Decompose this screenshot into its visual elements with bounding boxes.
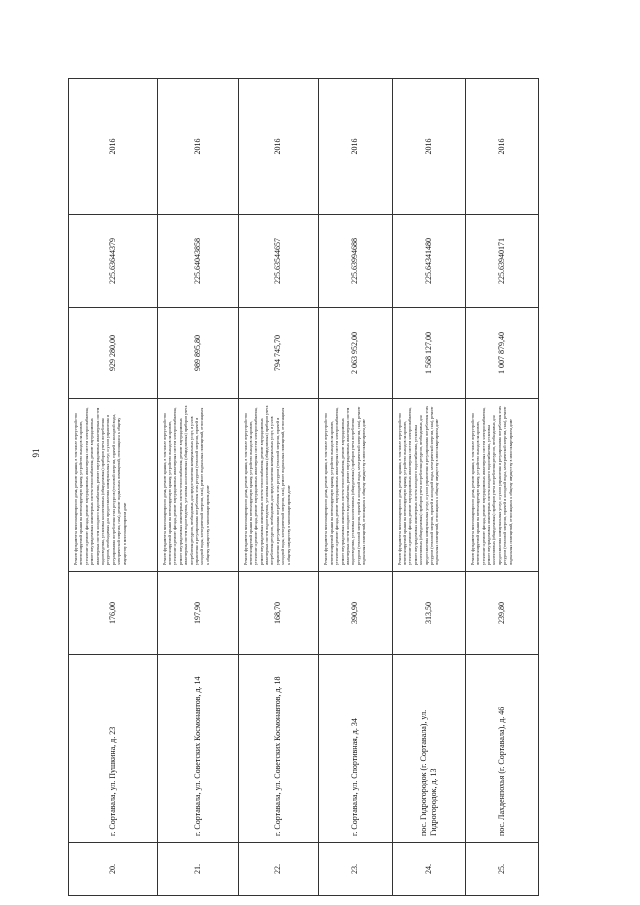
cost-cell: 929 280,00: [69, 308, 158, 399]
id-cell: 225.63940171: [465, 215, 538, 308]
row-number: 23.: [319, 843, 392, 896]
year-cell: 2016: [238, 79, 319, 215]
id-cell: 225.63994688: [319, 215, 392, 308]
cost-cell: 794 745,70: [238, 308, 319, 399]
address-cell: г. Сортавала, ул. Спортивная, д. 34: [319, 655, 392, 843]
table-row: [238, 79, 319, 896]
works-cell: Ремонт фундамента многоквартирного дома, ремонт крыши, в том числе переустройство невентилируемой крыши на вентилируемую крышу, устройство выходов на кровлю, утепление и ремонт фасада, ремонт внутридомовых инженерных систем электроснабжения, ремонт внутридомовых инженерных систем холодного водоснабжения, установка коллективных (общедомовых) приборов учета потребления ресурсов, необходимых для предоставления коммунальных услуг, и узлов управления и регулирования потребления этих ресурсов (тепловой энергии, горячей и холодной воды, электрической энергии, газа), ремонт подвальных помещений, относящихся к общему имуществу в многоквартирном доме: [392, 399, 465, 572]
works-cell: Ремонт фундамента многоквартирного дома, ремонт крыши, в том числе переустройство невентилируемой крыши на вентилируемую крышу, устройство выходов на кровлю, утепление и ремонт фасада, ремонт внутридомовых инженерных систем электроснабжения, ремонт внутридомовых инженерных систем теплоснабжения, ремонт внутридомовых инженерных систем водоотведения, установка коллективных (общедомовых) приборов учета потребления ресурсов, необходимых для предоставления коммунальных услуг, и узлов управления и регулирования потребления этих ресурсов (тепловой энергии, горячей и холодной воды, электрической энергии, газа), ремонт подвальных помещений, относящихся к общему имуществу в многоквартирном доме: [157, 399, 238, 572]
document-table-area: [68, 78, 539, 896]
area-cell: 239,80: [465, 572, 538, 655]
table-row: [392, 79, 465, 896]
cost-cell: 1 568 127,00: [392, 308, 465, 399]
id-cell: 225.63644379: [69, 215, 158, 308]
row-number: 22.: [238, 843, 319, 896]
row-number: 21.: [157, 843, 238, 896]
table-row: [157, 79, 238, 896]
works-cell: Ремонт фундамента многоквартирного дома, ремонт крыши, в том числе переустройство невентилируемой крыши на вентилируемую крышу, устройство выходов на кровлю, утепление и ремонт фасада, ремонт внутридомовых инженерных систем электроснабжения, ремонт внутридомовых инженерных систем теплоснабжения, ремонт внутридомовых инженерных систем водоотведения, установка коллективных (общедомовых) приборов учета потребления ресурсов, необходимых для предоставления коммунальных услуг, и узлов управления и регулирования потребления этих ресурсов (тепловой энергии, горячей и холодной воды, электрической энергии, газа), ремонт подвальных помещений, относящихся к общему имуществу в многоквартирном доме: [238, 399, 319, 572]
cost-cell: 2 063 952,00: [319, 308, 392, 399]
address-cell: г. Сортавала, ул. Советских Космонавтов, д. 18: [238, 655, 319, 843]
year-cell: 2016: [157, 79, 238, 215]
works-cell: Ремонт фундамента многоквартирного дома, ремонт крыши, в том числе переустройство невентилируемой крыши на вентилируемую крышу, устройство выходов на кровлю, утепление и ремонт фасада, ремонт внутридомовых инженерных систем электроснабжения, ремонт внутридомовых инженерных систем холодного водоснабжения, установка коллективных (общедомовых) приборов учета потребления ресурсов, необходимых для предоставления коммунальных услуг, и узлов управления и регулирования потребления этих ресурсов (тепловой энергии, горячей и холодной воды, электрической энергии, газа), ремонт подвальных помещений, относящихся к общему имуществу в многоквартирном доме: [465, 399, 538, 572]
row-number: 24.: [392, 843, 465, 896]
id-cell: 225.64341480: [392, 215, 465, 308]
page-number: 91: [31, 448, 41, 458]
row-number: 25.: [465, 843, 538, 896]
cost-cell: 989 895,80: [157, 308, 238, 399]
address-cell: г. Сортавала, ул. Советских Космонавтов, д. 14: [157, 655, 238, 843]
table-row: [319, 79, 392, 896]
id-cell: 225.64043858: [157, 215, 238, 308]
area-cell: 176,00: [69, 572, 158, 655]
area-cell: 197,90: [157, 572, 238, 655]
address-cell: г. Сортавала, ул. Пушкина, д. 23: [69, 655, 158, 843]
table-row: [69, 79, 158, 896]
works-cell: Ремонт фундамента многоквартирного дома, ремонт крыши, в том числе переустройство невентилируемой крыши на вентилируемую крышу, устройство выходов на кровлю, утепление и ремонт фасада, ремонт внутридомовых инженерных систем электроснабжения, ремонт внутридомовых инженерных систем теплоснабжения, ремонт внутридомовых инженерных систем холодного водоснабжения, ремонт внутридомовых инженерных систем водоотведения, установка коллективных (общедомовых) приборов учета потребления ресурсов (тепловой энергии, горячей и холодной воды, электрической энергии, газа), ремонт подвальных помещений, относящихся к общему имуществу в многоквартирном доме: [319, 399, 392, 572]
repair-program-table: [68, 78, 539, 896]
cost-cell: 1 007 879,40: [465, 308, 538, 399]
row-number: 20.: [69, 843, 158, 896]
area-cell: 168,70: [238, 572, 319, 655]
area-cell: 313,50: [392, 572, 465, 655]
year-cell: 2016: [69, 79, 158, 215]
works-cell: Ремонт фундамента многоквартирного дома, ремонт крыши, в том числе переустройство невентилируемой крыши на вентилируемую крышу, устройство выходов на кровлю, утепление и ремонт фасада, ремонт внутридомовых инженерных систем электроснабжения, ремонт внутридомовых инженерных систем теплоснабжения, ремонт внутридомовых инженерных систем холодного водоснабжения, ремонт внутридомовых инженерных систем водоотведения, установка коллективных (общедомовых) приборов учета потребления ресурсов, необходимых для предоставления коммунальных услуг, и узлов управления и регулирования потребления этих ресурсов (тепловой энергии, горячей и холодной воды, электрической энергии, газа), ремонт подвальных помещений, относящихся к общему имуществу в многоквартирном доме: [69, 399, 158, 572]
area-cell: 390,90: [319, 572, 392, 655]
id-cell: 225.63544657: [238, 215, 319, 308]
year-cell: 2016: [392, 79, 465, 215]
address-cell: пос. Гидрогородок (г. Сортавала), ул. Гидрогородок, д. 13: [392, 655, 465, 843]
address-cell: пос. Лахденпохья (г. Сортавала), д. 46: [465, 655, 538, 843]
year-cell: 2016: [465, 79, 538, 215]
table-row: [465, 79, 538, 896]
year-cell: 2016: [319, 79, 392, 215]
